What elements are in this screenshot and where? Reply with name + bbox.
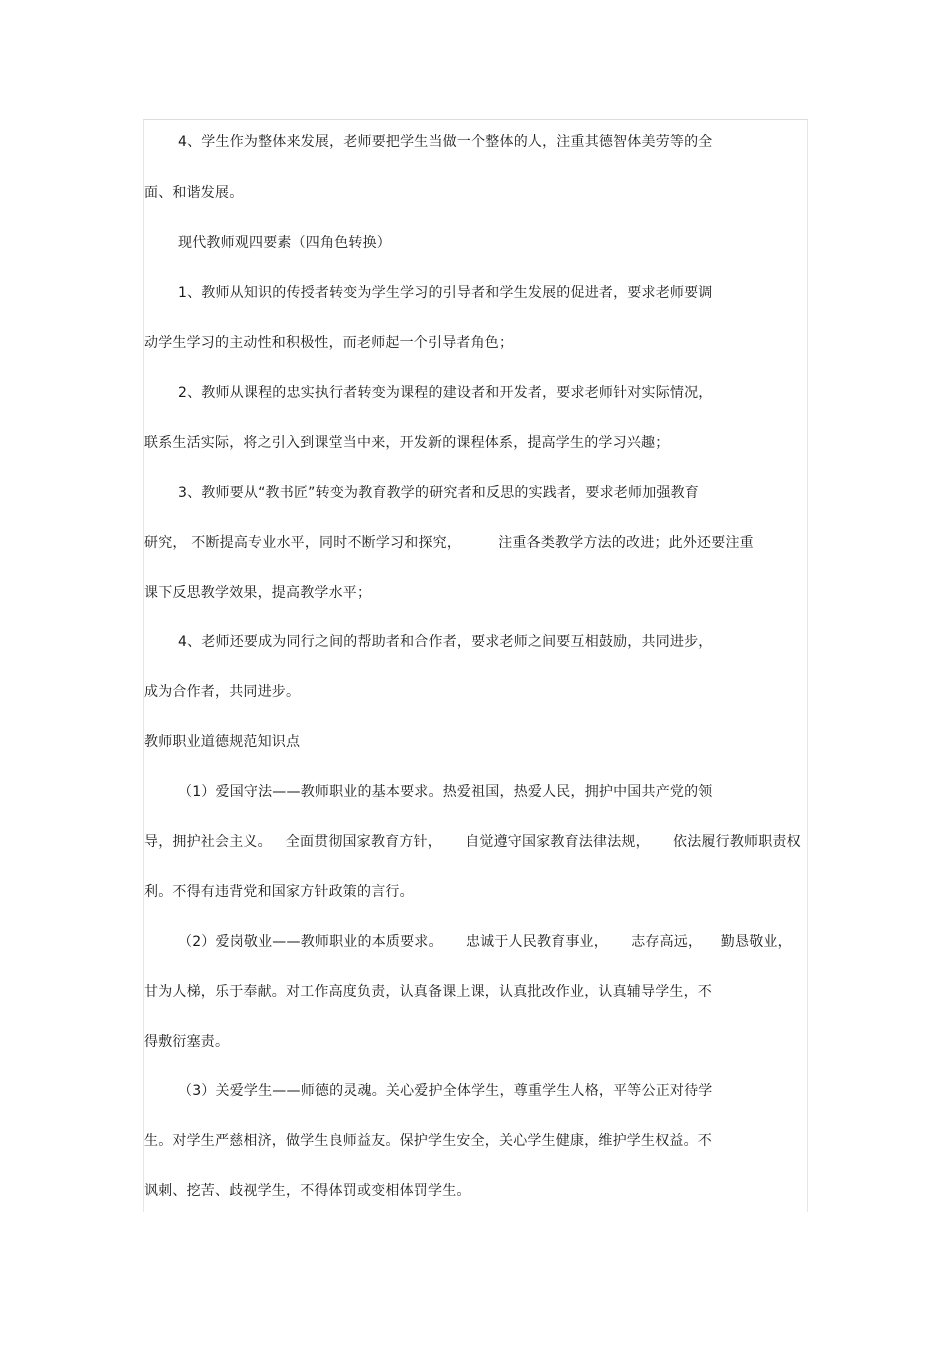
paragraph-line: 1、教师从知识的传授者转变为学生学习的引导者和学生发展的促进者，要求老师要调 — [178, 285, 713, 301]
paragraph-line: 生。对学生严慈相济，做学生良师益友。保护学生安全，关心学生健康，维护学生权益。不 — [144, 1133, 712, 1149]
paragraph-line: （3）关爱学生——师德的灵魂。关心爱护全体学生，尊重学生人格，平等公正对待学 — [178, 1083, 713, 1099]
paragraph-line: 面、和谐发展。 — [144, 185, 244, 201]
section-heading: 教师职业道德规范知识点 — [144, 734, 301, 750]
paragraph-line: 研究， 不断提高专业水平，同时不断学习和探究， 注重各类教学方法的改进；此外还要注重 — [144, 535, 754, 551]
section-heading: 现代教师观四要素（四角色转换） — [178, 235, 391, 251]
paragraph-line: 课下反思教学效果，提高教学水平； — [144, 585, 372, 601]
paragraph-line: （2）爱岗敬业——教师职业的本质要求。 忠诚于人民教育事业， 志存高远， 勤恳敬业， — [178, 934, 792, 950]
paragraph-line: 得敷衍塞责。 — [144, 1034, 230, 1050]
paragraph-line: 4、学生作为整体来发展，老师要把学生当做一个整体的人，注重其德智体美劳等的全 — [178, 134, 713, 150]
paragraph-line: 动学生学习的主动性和积极性，而老师起一个引导者角色； — [144, 335, 514, 351]
paragraph-line: 2、教师从课程的忠实执行者转变为课程的建设者和开发者，要求老师针对实际情况， — [178, 385, 713, 401]
paragraph-line: 甘为人梯，乐于奉献。对工作高度负责，认真备课上课，认真批改作业，认真辅导学生，不 — [144, 984, 712, 1000]
paragraph-line: 联系生活实际，将之引入到课堂当中来，开发新的课程体系，提高学生的学习兴趣； — [144, 435, 670, 451]
paragraph-line: 导，拥护社会主义。 全面贯彻国家教育方针， 自觉遵守国家教育法律法规， 依法履行教师职责权 — [144, 834, 801, 850]
paragraph-line: 利。不得有违背党和国家方针政策的言行。 — [144, 884, 414, 900]
paragraph-line: （1）爱国守法——教师职业的基本要求。热爱祖国，热爱人民，拥护中国共产党的领 — [178, 784, 713, 800]
paragraph-line: 3、教师要从“教书匠”转变为教育教学的研究者和反思的实践者，要求老师加强教育 — [178, 485, 700, 501]
paragraph-line: 讽刺、挖苦、歧视学生，不得体罚或变相体罚学生。 — [144, 1183, 471, 1199]
paragraph-line: 成为合作者，共同进步。 — [144, 684, 301, 700]
paragraph-line: 4、老师还要成为同行之间的帮助者和合作者，要求老师之间要互相鼓励，共同进步， — [178, 634, 713, 650]
